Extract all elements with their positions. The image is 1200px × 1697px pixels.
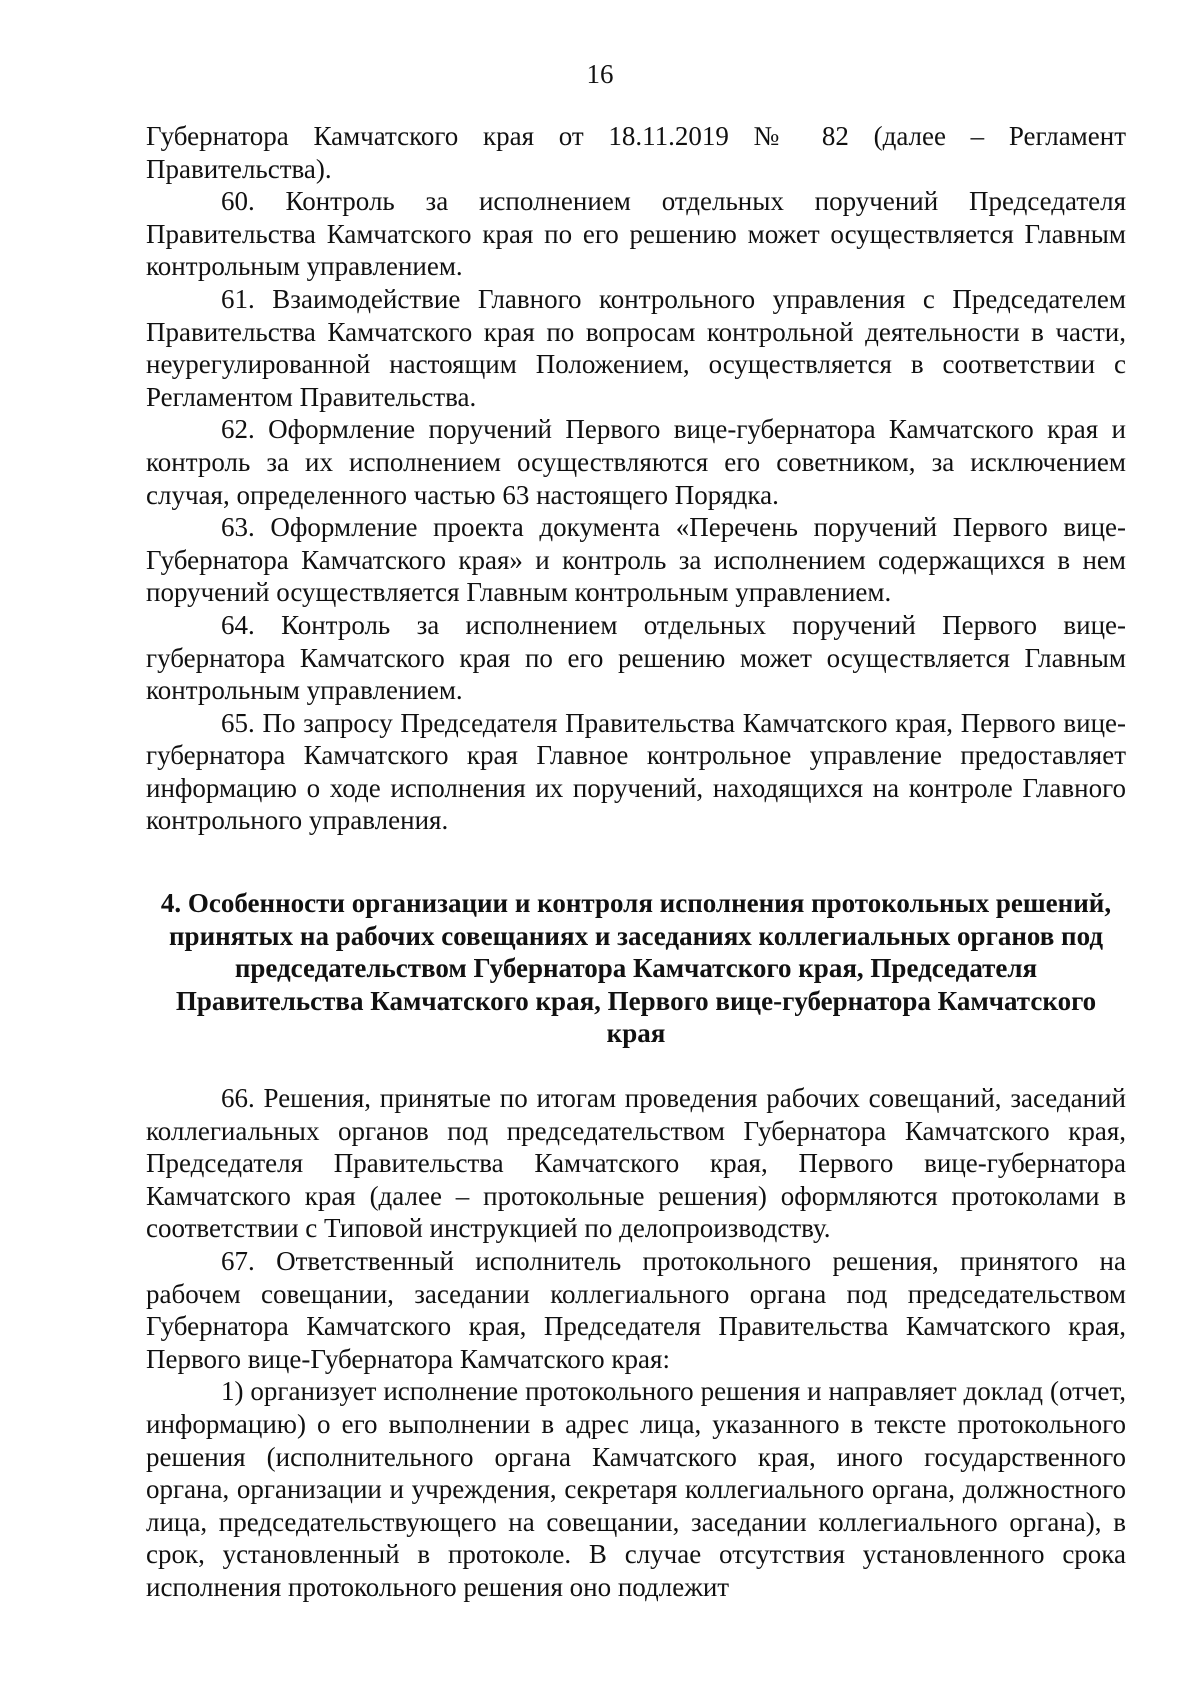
- paragraph-67-item-1: 1) организует исполнение протокольного решения и направляет доклад (отчет, информацию) о его выполнении в адрес лица, указанного в тексте протокольного решения (исполнительного органа Камчатского края, иного государственного органа, организации и учреждения, секретаря коллегиального органа, должностного лица, председательствующего на совещании, заседании коллегиального органа), в срок, установленный в протоколе. В случае отсутствия установленного срока исполнения протокольного решения оно подлежит: [146, 1376, 1126, 1602]
- paragraph-66: 66. Решения, принятые по итогам проведения рабочих совещаний, заседаний коллегиальных органов под председательством Губернатора Камчатского края, Председателя Правительства Камчатского края, Первого вице-губернатора Камчатского края (далее – протокольные решения) оформляются протоколами в соответствии с Типовой инструкцией по делопроизводству.: [146, 1083, 1126, 1244]
- section-heading-line: председательством Губернатора Камчатского края, Председателя: [234, 953, 1038, 984]
- paragraph-62: 62. Оформление поручений Первого вице-губернатора Камчатского края и контроль за их исполнением осуществляются его советником, за исключением случая, определенного частью 63 настоящего Порядка.: [146, 414, 1126, 510]
- paragraph-60: 60. Контроль за исполнением отдельных поручений Председателя Правительства Камчатского края по его решению может осуществляется Главным контрольным управлением.: [146, 186, 1126, 282]
- section-heading: [146, 887, 1126, 1050]
- paragraph-continuation: Губернатора Камчатского края от 18.11.2019 № 82 (далее – Регламент Правительства).: [146, 121, 1126, 184]
- page-number: 16: [586, 59, 614, 89]
- paragraph-67: 67. Ответственный исполнитель протокольного решения, принятого на рабочем совещании, заседании коллегиального органа под председательством Губернатора Камчатского края, Председателя Правительства Камчатского края, Первого вице-Губернатора Камчатского края:: [146, 1246, 1126, 1374]
- section-heading-line: принятых на рабочих совещаниях и заседаниях коллегиальных органов под: [169, 920, 1103, 951]
- paragraph-63: 63. Оформление проекта документа «Перечень поручений Первого вице-Губернатора Камчатского края» и контроль за исполнением содержащихся в нем поручений осуществляется Главным контрольным управлением.: [146, 512, 1126, 608]
- document-body: [146, 120, 1126, 1604]
- paragraph-65: 65. По запросу Председателя Правительства Камчатского края, Первого вице-губернатора Камчатского края Главное контрольное управление предоставляет информацию о ходе исполнения их поручений, находящихся на контроле Главного контрольного управления.: [146, 707, 1126, 836]
- section-spacer: [146, 1050, 1126, 1082]
- paragraph-64: 64. Контроль за исполнением отдельных поручений Первого вице-губернатора Камчатского края по его решению может осуществляется Главным контрольным управлением.: [146, 609, 1126, 706]
- paragraph-61: 61. Взаимодействие Главного контрольного управления с Председателем Правительства Камчатского края по вопросам контрольной деятельности в части, неурегулированной настоящим Положением, осуществляется в соответствии с Регламентом Правительства.: [146, 283, 1126, 412]
- section-heading-line: 4. Особенности организации и контроля исполнения протокольных решений,: [160, 888, 1112, 919]
- section-heading-line: Правительства Камчатского края, Первого вице-губернатора Камчатского края: [175, 985, 1097, 1049]
